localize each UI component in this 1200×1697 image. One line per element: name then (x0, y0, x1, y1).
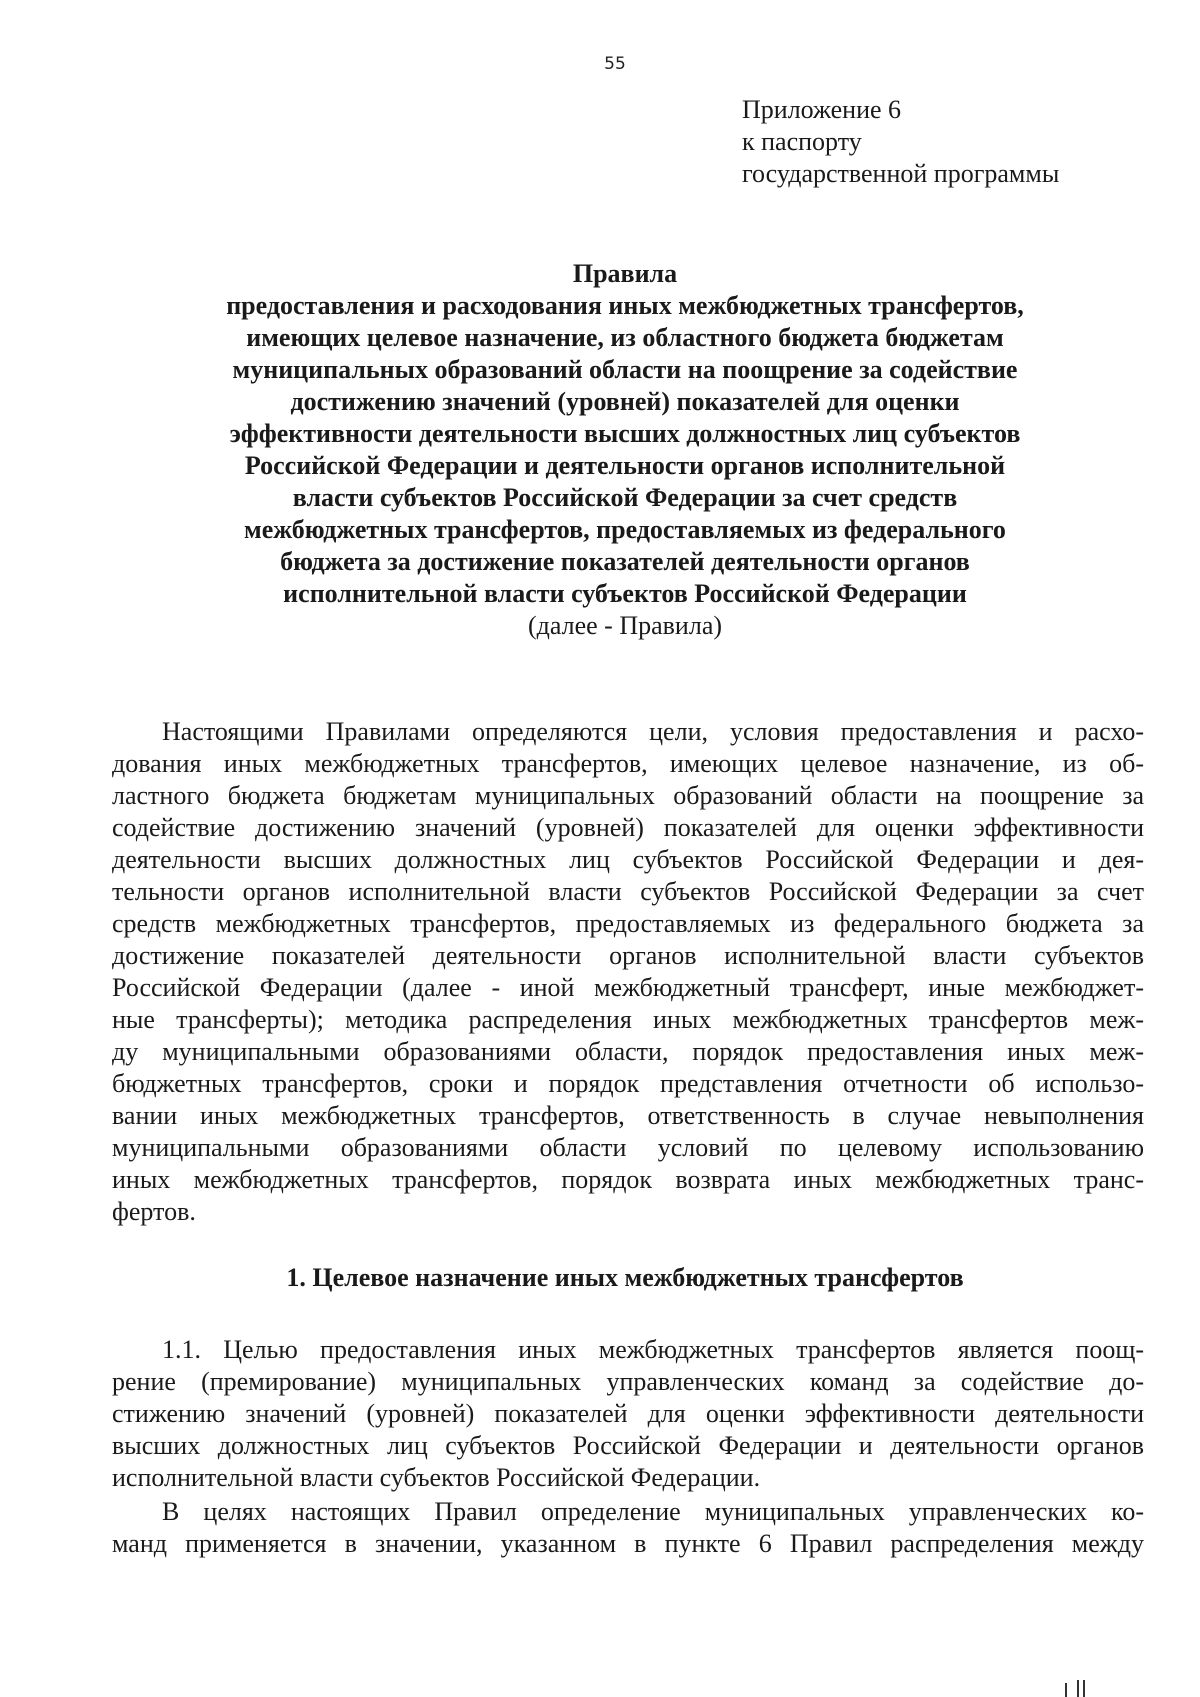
paragraph-line: В целях настоящих Правил определение муниципальных управленческих ко- (162, 1497, 1144, 1526)
paragraph-line: ластного бюджета бюджетам муниципальных образований области на поощрение за (112, 781, 1144, 810)
appendix-line: к паспорту (742, 127, 862, 156)
paragraph-line: иных межбюджетных трансфертов, порядок возврата иных межбюджетных транс- (112, 1165, 1144, 1194)
title-line: достижению значений (уровней) показателей для оценки (290, 387, 960, 416)
title-line: Правила (572, 259, 678, 288)
section-heading: 1. Целевое назначение иных межбюджетных трансфертов (286, 1263, 964, 1292)
paragraph-definition (112, 1496, 1144, 1560)
paragraph-line: Настоящими Правилами определяются цели, условия предоставления и расхо- (162, 717, 1144, 746)
title-line: власти субъектов Российской Федерации за счет средств (292, 483, 958, 512)
paragraph-line: бюджетных трансфертов, сроки и порядок представления отчетности об использо- (112, 1069, 1144, 1098)
page-number: 55 (604, 54, 626, 74)
title-line: исполнительной власти субъектов Российской Федерации (283, 579, 967, 608)
paragraph-line: вании иных межбюджетных трансфертов, ответственность в случае невыполнения (112, 1101, 1144, 1130)
paragraph-line: манд применяется в значении, указанном в пункте 6 Правил распределения между (112, 1529, 1144, 1558)
paragraph-line: исполнительной власти субъектов Российской Федерации. (112, 1463, 761, 1492)
paragraph-line: Российской Федерации (далее - иной межбюджетный трансферт, иные межбюджет- (112, 973, 1144, 1002)
paragraph-line: 1.1. Целью предоставления иных межбюджетных трансфертов является поощ- (162, 1335, 1144, 1364)
paragraph-line: содействие достижению значений (уровней) показателей для оценки эффективности (112, 813, 1144, 842)
paragraph-line: рение (премирование) муниципальных управленческих команд за содействие до- (112, 1367, 1144, 1396)
paragraph-line: тельности органов исполнительной власти субъектов Российской Федерации за счет (112, 877, 1144, 906)
paragraph-line: стижению значений (уровней) показателей для оценки эффективности деятельности (112, 1399, 1144, 1428)
paragraph-line: фертов. (112, 1197, 196, 1226)
paragraph-line: дования иных межбюджетных трансфертов, имеющих целевое назначение, из об- (112, 749, 1144, 778)
paragraph-line: муниципальными образованиями области условий по целевому использованию (112, 1133, 1144, 1162)
paragraph-line: ду муниципальными образованиями области, порядок предоставления иных меж- (112, 1037, 1144, 1066)
intro-paragraph (112, 716, 1144, 1228)
paragraph-line: деятельности высших должностных лиц субъектов Российской Федерации и дея- (112, 845, 1144, 874)
scan-edge-mark (1062, 1680, 1102, 1697)
title-line: эффективности деятельности высших должностных лиц субъектов (229, 419, 1021, 448)
title-line: Российской Федерации и деятельности органов исполнительной (244, 451, 1006, 480)
paragraph-line: средств межбюджетных трансфертов, предоставляемых из федерального бюджета за (112, 909, 1144, 938)
title-line: бюджета за достижение показателей деятельности органов (280, 547, 970, 576)
appendix-note (742, 94, 1059, 190)
appendix-line: государственной программы (742, 159, 1060, 188)
title-line: муниципальных образований области на поощрение за содействие (232, 355, 1018, 384)
title-line: имеющих целевое назначение, из областного бюджета бюджетам (246, 323, 1004, 352)
paragraph-line: ные трансферты); методика распределения иных межбюджетных трансфертов меж- (112, 1005, 1144, 1034)
title-line: межбюджетных трансфертов, предоставляемых из федерального (244, 515, 1006, 544)
paragraph-line: высших должностных лиц субъектов Российской Федерации и деятельности органов (112, 1431, 1144, 1460)
paragraph-line: достижение показателей деятельности органов исполнительной власти субъектов (112, 941, 1144, 970)
title-note: (далее - Правила) (527, 611, 723, 640)
title-line: предоставления и расходования иных межбюджетных трансфертов, (226, 291, 1024, 320)
appendix-line: Приложение 6 (742, 95, 902, 124)
paragraph-1-1 (112, 1334, 1144, 1494)
document-title (160, 258, 1090, 642)
